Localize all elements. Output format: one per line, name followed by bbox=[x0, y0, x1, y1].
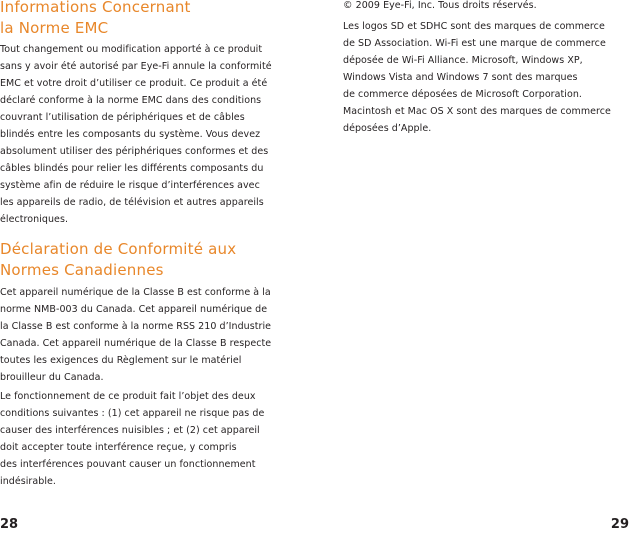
copyright-line: © 2009 Eye-Fi, Inc. Tous droits réservés. bbox=[343, 0, 537, 11]
emc-paragraph bbox=[0, 41, 272, 228]
canada-paragraph-1 bbox=[0, 284, 271, 386]
trademark-line: de commerce déposées de Microsoft Corporation. bbox=[343, 89, 582, 100]
canada-heading-line: Normes Canadiennes bbox=[0, 261, 164, 279]
page-number-left: 28 bbox=[0, 517, 19, 532]
emc-heading bbox=[0, 0, 191, 39]
emc-paragraph-line: blindés entre les composants du système. Vous devez bbox=[0, 129, 261, 140]
trademark-line: Windows Vista and Windows 7 sont des marques bbox=[343, 72, 578, 83]
emc-paragraph-line: absolument utiliser des périphériques conformes et des bbox=[0, 146, 269, 157]
canada-paragraph-2 bbox=[0, 388, 264, 490]
canada-paragraph-line: toutes les exigences du Règlement sur le matériel bbox=[0, 355, 242, 366]
emc-paragraph-line: système afin de réduire le risque d’interférences avec bbox=[0, 180, 260, 191]
canada-paragraph-line: la Classe B est conforme à la norme RSS 210 d’Industrie bbox=[0, 321, 272, 332]
emc-paragraph-line: Tout changement ou modification apporté à ce produit bbox=[0, 44, 263, 55]
trademark-line: Les logos SD et SDHC sont des marques de commerce bbox=[343, 21, 605, 32]
copyright-text bbox=[343, 0, 537, 14]
canada-paragraph-line: indésirable. bbox=[0, 476, 56, 487]
canada-heading bbox=[0, 239, 236, 281]
emc-paragraph-line: électroniques. bbox=[0, 214, 69, 225]
canada-paragraph-line: Le fonctionnement de ce produit fait l’objet des deux bbox=[0, 391, 256, 402]
canada-paragraph-line: causer des interférences nuisibles ; et (2) cet appareil bbox=[0, 425, 260, 436]
canada-paragraph-line: norme NMB-003 du Canada. Cet appareil numérique de bbox=[0, 304, 268, 315]
emc-heading-line: la Norme EMC bbox=[0, 19, 109, 37]
canada-paragraph-line: conditions suivantes : (1) cet appareil ne risque pas de bbox=[0, 408, 265, 419]
canada-paragraph-line: Canada. Cet appareil numérique de la Classe B respecte bbox=[0, 338, 272, 349]
trademark-line: Macintosh et Mac OS X sont des marques de commerce bbox=[343, 106, 611, 117]
canada-paragraph-line: des interférences pouvant causer un fonctionnement bbox=[0, 459, 256, 470]
canada-paragraph-line: Cet appareil numérique de la Classe B est conforme à la bbox=[0, 287, 271, 298]
canada-paragraph-line: doit accepter toute interférence reçue, y compris bbox=[0, 442, 237, 453]
emc-paragraph-line: sans y avoir été autorisé par Eye-Fi annule la conformité bbox=[0, 61, 272, 72]
emc-heading-line: Informations Concernant bbox=[0, 0, 191, 16]
canada-paragraph-line: brouilleur du Canada. bbox=[0, 372, 104, 383]
trademark-paragraph bbox=[343, 18, 611, 137]
trademark-line: déposée de Wi-Fi Alliance. Microsoft, Windows XP, bbox=[343, 55, 583, 66]
trademark-line: de SD Association. Wi-Fi est une marque de commerce bbox=[343, 38, 606, 49]
emc-paragraph-line: déclaré conforme à la norme EMC dans des conditions bbox=[0, 95, 262, 106]
emc-paragraph-line: câbles blindés pour relier les différents composants du bbox=[0, 163, 264, 174]
emc-paragraph-line: couvrant l’utilisation de périphériques et de câbles bbox=[0, 112, 245, 123]
emc-paragraph-line: EMC et votre droit d’utiliser ce produit. Ce produit a été bbox=[0, 78, 268, 89]
page-number-right: 29 bbox=[610, 517, 629, 532]
trademark-line: déposées d’Apple. bbox=[343, 123, 432, 134]
emc-paragraph-line: les appareils de radio, de télévision et autres appareils bbox=[0, 197, 264, 208]
canada-heading-line: Déclaration de Conformité aux bbox=[0, 240, 237, 258]
